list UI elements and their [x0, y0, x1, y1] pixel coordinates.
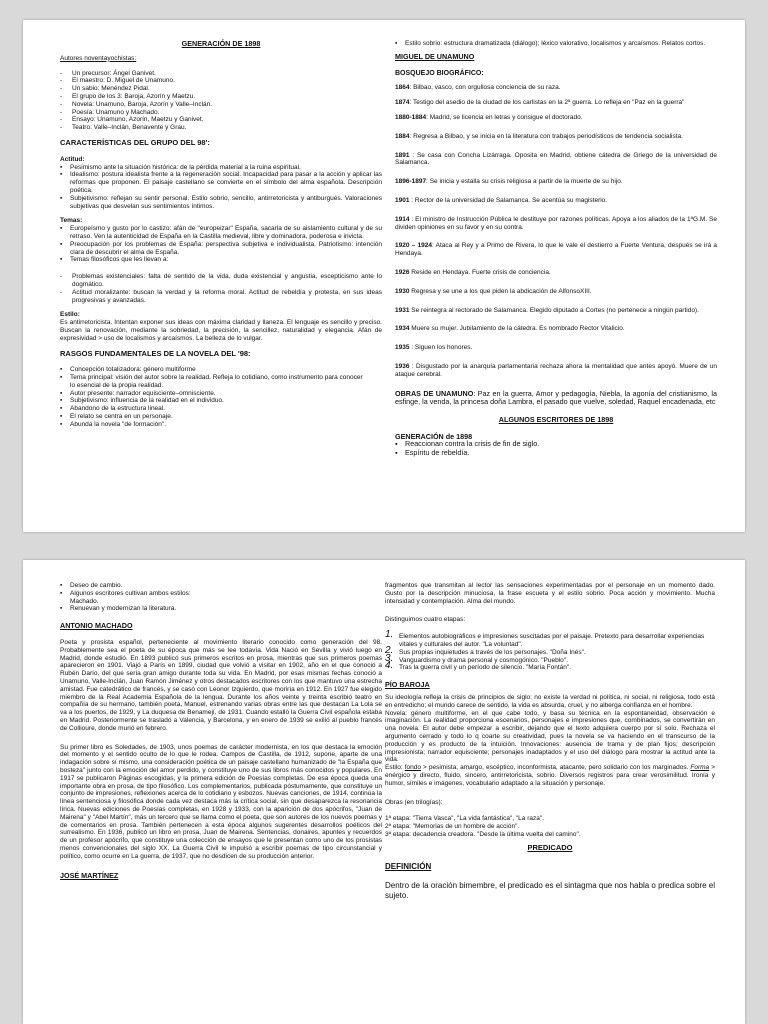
- bio-year: 1880-1884: [395, 113, 427, 121]
- bio-entry: [395, 114, 717, 122]
- list-item: ▪ Temas filosóficos que les llevan a:: [60, 256, 382, 264]
- list-item: ▪ Pesimismo ante la situación histórica: de la pérdida material a la ruina espiritual.: [60, 164, 382, 172]
- list-item: ▪ Renuevan y modernizan la literatura.: [60, 605, 382, 613]
- bio-entry: [395, 288, 717, 296]
- list-item: ▪ Tema principal: visión del autor sobre la realidad. Refleja lo cotidiano, como instrumento para conocer: [60, 374, 382, 382]
- list-item: ▪ Europeísmo y gusto por lo castizo: afán de "europeizar" España, sacarla de su aislamiento cultural y de su retraso. Ven la autenticidad de España en la Castilla medieval, libre y dominadora, poderosa e invicta.: [60, 225, 382, 241]
- list-item: ▪ El relato se centra en un personaje.: [60, 413, 382, 421]
- stage-text: Vanguardismo y drama personal y cosmogónico. "Pueblo".: [399, 656, 568, 664]
- unamuno-title: MIGUEL DE UNAMUNO: [395, 51, 475, 61]
- baroja-paragraph-2: Novela: género multiforme, en el que cabe todo, y basa su técnica en la espontaneidad, observación e imaginación. La realidad proporciona escenarios, personajes e impresiones que, combinados, se convertirán en una novela. El autor debe empezar a escribir, dejando que el texto adquiera cuerpo por sí solo. Rechaza el argumento cerrado y todo lo q coarte su creatividad, pues la novela se va haciendo en el transcurso de la producción y es producto de la intuición. Innovaciones: ausencia de trama y de plan fijos; descripción impresionista; narrador equisciente; personajes inadaptados y el uso del diálogo para mostrar la actitud ante la vida.: [385, 709, 715, 764]
- predicado-title: PREDICADO: [527, 842, 573, 852]
- bio-text: : Regresa a Bilbao, y se inicia en la literatura con trabajos periodísticos de tendencia socialista.: [409, 132, 683, 140]
- authors-list: [60, 70, 382, 132]
- list-item: - Problemas existenciales: falta de sentido de la vida, duda existencial y angustia, escepticismo ante lo dogmático.: [60, 273, 382, 289]
- works-paragraph: [395, 390, 717, 407]
- martinez-title: JOSÉ MARTÍNEZ: [60, 870, 119, 880]
- stage-text: Elementos autobiográficos e impresiones suscitadas por el paisaje. Pretexto para desarrollar experiencias vitales y culturales del autor. "La voluntad".: [399, 633, 705, 648]
- list-item: ▪ Espíritu de rebeldía.: [395, 449, 717, 458]
- stages-intro: Distinguimos cuatro etapas:: [385, 616, 466, 624]
- bio-year: 1864: [395, 84, 410, 92]
- list-item: ▪ Subjetivismo: influencia de la realidad en el individuo.: [60, 397, 382, 405]
- bio-text: : Testigo del asedio de la ciudad de los carlistas en la 2ª guerra. Lo refleja en "Paz en la guerra": [409, 99, 685, 107]
- bio-text: : Se inicia y estalla su crisis religiosa a partir de la muerte de su hijo.: [426, 178, 623, 186]
- themes-dash-list: [60, 273, 382, 304]
- bio-text: : Se casa con Concha Lizárraga. Oposita en Madrid, obtiene cátedra de Griego de la universidad de Salamanca.: [395, 151, 717, 167]
- document-page-2: [23, 560, 745, 1024]
- stage-number: 1.: [385, 629, 394, 641]
- features-heading: CARACTERÍSTICAS DEL GRUPO DEL 98':: [60, 137, 210, 147]
- page2-right-column: [385, 582, 715, 901]
- bio-year: 1914: [395, 215, 410, 223]
- machado-paragraph-2: Su primer libro es Soledades, de 1903, unos poemas de carácter modernista, en los que destaca la emoción del momento y el sentido oculto de lo que le rodea. Campos de Castilla, de 1912, supone, aparte de una indagación sobre sí mismo, una consideración poética de un paisaje castellano humanizado de "la España que bosteza" junto con la emoción del amor perdido, y constituye uno de sus libros más conocidos y populares. En 1917 se publicaron Páginas escogidas, y la primera edición de Poesías completas. De esa época queda una importante obra en prosa, de tipo filosófico. Los complementarios, publicada póstumamente, que constituye un conjunto de impresiones, reflexiones acerca de lo cotidiano y esbozos. Nuevas canciones, de 1914, continúa la línea sentenciosa y filosófica donde cada vez destaca más la crítica social, sin que desaparezca la resonancia lírica. Nuevas ediciones de Poesías completas, en 1928 y 1933, con la aparición de dos apócrifos, "Juan de Mairena" y "Abel Martín", más un tercero que se llama como el poeta, que son autores de los nuevos poemas y de comentarios en prosa. También pertenecen a esta época algunos sugerentes desarrollos poéticos del surrealismo. En 1936, publicó un libro en prosa, Juan de Mairena. Sentencias, donaires, apuntes y recuerdos de un profesor apócrifo, que constituye una colección de ensayos que le presentan como uno de los prosistas menos convencionales del siglo XX. La Guerra Civil le impulsó a escribir poemas de tipo circunstancial y político, como ocurre en La guerra, de 1937, que no desdicen de su producción anterior.: [60, 743, 382, 860]
- stage-item: [385, 644, 715, 657]
- themes-heading: Temas:: [60, 217, 83, 225]
- style-item-list: [395, 40, 717, 48]
- list-item: - El maestro: D. Miguel de Unamuno.: [60, 77, 382, 85]
- style-text: Es antirretoricista. Intentan exponer sus ideas con máxima claridad y llaneza. El lenguaje es sencillo y preciso. Buscan la renovación, mediante la sobriedad, la precisión, la sencillez, naturalidad y elegancia. Afán de expresividad > uso de localismos y arcaísmos. La belleza de lo vulgar.: [60, 319, 382, 342]
- list-item: ▪ Concepción totalizadora: género multiforme: [60, 366, 382, 374]
- bio-year: 1896-1897: [395, 178, 427, 186]
- authors-heading: Autores noventayochistas:: [60, 54, 137, 62]
- machado-title: ANTONIO MACHADO: [60, 621, 133, 631]
- writers-title: ALGUNOS ESCRITORES DE 1898: [498, 414, 614, 424]
- bio-text: Regresa y se une a los que piden la abdicación de AlfonsoXIII.: [409, 287, 592, 295]
- baroja-works-list: [385, 815, 715, 838]
- bio-year: 1920 – 1924: [395, 242, 432, 250]
- gen-list: [395, 440, 717, 457]
- bio-year: 1934: [395, 325, 410, 333]
- bio-year: 1930: [395, 287, 410, 295]
- bio-entry: [395, 363, 717, 379]
- machado-paragraph-1: Poeta y prosista español, perteneciente al movimiento literario conocido como generación del 98. Probablemente sea el poeta de su época que más se lee todavía. Vida Nació en Sevilla y vivió luego en Madrid, donde estudió. En 1893 publicó sus primeros escritos en prosa, mientras que sus primeros poemas aparecieron en 1901. Viajó a París en 1899, ciudad que volvió a visitar en 1902, año en el que conoció a Rubén Darío, del que sería gran amigo durante toda su vida. En Madrid, por esas mismas fechas conoció a Unamuno, Valle-Inclán, Juan Ramón Jiménez y otros destacados escritores con los que mantuvo una estrecha amistad. Fue catedrático de francés, y se casó con Leonor Izquierdo, que moriría en 1912. En 1927 fue elegido miembro de la Real Academia Española de la lengua. Durante los años veinte y treinta escribió teatro en compañía de su hermano, también poeta, Manuel, estrenando varias obras entre las que destacan La Lola se va a los puertos, de 1929, y La duquesa de Benamejí, de 1931. Cuando estalló la Guerra Civil española estaba en Madrid. Posteriormente se trasladó a Valencia, y Barcelona, y en enero de 1939 se exilió al pueblo francés de Collioure, donde murió en febrero.: [60, 638, 382, 732]
- list-item: ▪ Reaccionan contra la crisis de fin de siglo.: [395, 440, 717, 449]
- stage-item: [385, 629, 715, 649]
- bio-entry: [395, 216, 717, 232]
- list-item: ▪ Subjetivismo: reflejan su sentir personal. Estilo sobrio, sencillo, antirretoricista y antiburgués. Valoraciones subjetivas que desvelan sus sentimientos íntimos.: [60, 195, 382, 211]
- works-label: OBRAS DE UNAMUNO: [395, 388, 474, 398]
- bio-year: 1884: [395, 132, 410, 140]
- baroja-style: [385, 764, 715, 787]
- bio-year: 1901: [395, 196, 410, 204]
- bio-year: 1926: [395, 268, 410, 276]
- list-item: 1ª etapa: "Tierra Vasca", "La vida fantástica", "La raza".: [385, 815, 544, 823]
- list-item: - Actitud moralizante: buscan la verdad y la reforma moral. Actitud de rebeldía y protesta, en sus ideas progresivas y avanzadas.: [60, 289, 382, 305]
- list-item: - Poesía: Unamuno y Machado.: [60, 109, 382, 117]
- list-item: 2ª etapa: "Memorias de un hombre de acción".: [385, 823, 520, 831]
- stages-list: [385, 629, 715, 672]
- style-label: Estilo:: [385, 764, 405, 772]
- bio-entry: [395, 152, 717, 168]
- baroja-title: PÍO BAROJA: [385, 680, 430, 690]
- style-text: > enérgico y directo, fluido, sincero, antirretoricista, sobrio. Diversos registros para crear verosimilitud. Ironía y humor, símiles e imágenes, vocabulario adaptado a la situación y personaje.: [385, 764, 715, 787]
- definicion-title: DEFINICIÓN: [385, 861, 432, 871]
- bio-entry: [395, 325, 717, 333]
- bio-year: 1936: [395, 362, 410, 370]
- bio-text: Muere su mujer. Jubilamiento de la cátedra. Es nombrado Rector Vitalicio.: [409, 325, 625, 333]
- page1-left-column: [60, 40, 382, 429]
- stage-text: Tras la guerra civil y un período de silencio. "María Fontán".: [399, 664, 572, 672]
- bio-text: Se reintegra al rectorado de Salamanca. Elegido diputado a Cortes (no pertenece a ningún partido).: [409, 306, 699, 314]
- bio-year: 1935: [395, 344, 410, 352]
- bio-entry: [395, 269, 717, 277]
- stage-number: 4.: [385, 660, 394, 672]
- bio-text: : El ministro de Instrucción Pública le destituye por razones políticas. Apoya a los aliados de la 1ªG.M. Se dividen opiniones en su favor y en su contra.: [395, 215, 717, 231]
- list-item: ▪ Algunos escritores cultivan ambos estilos:: [60, 590, 382, 598]
- list-item: ▪ Abunda la novela "de formación".: [60, 421, 382, 429]
- attitude-heading: Actitud:: [60, 155, 85, 163]
- themes-list: [60, 225, 382, 264]
- bio-year: 1931: [395, 306, 410, 314]
- list-item: ▪ Autor presente: narrador equisciente–omnisciente.: [60, 390, 382, 398]
- bio-year: 1891: [395, 151, 410, 159]
- bio-entry: [395, 242, 717, 258]
- bio-text: : Disgustado por la anarquía parlamentaria rechaza ahora la mentalidad que antes apoyó. Muere de un ataque cerebral.: [395, 362, 717, 378]
- style-forma: Forma: [690, 764, 710, 772]
- bio-list: [395, 84, 717, 378]
- list-item: - Ensayo: Unamuno, Azorín, Maetzu y Ganivet.: [60, 116, 382, 124]
- stage-number: 3.: [385, 652, 394, 664]
- bio-text: : Madrid, se licencia en letras y consigue el doctorado.: [426, 113, 583, 121]
- novel-list: [60, 366, 382, 428]
- p2-items-list: [60, 582, 382, 613]
- bio-entry: [395, 133, 717, 141]
- bio-entry: [395, 307, 717, 315]
- bio-entry: [395, 197, 717, 205]
- bio-entry: [395, 344, 717, 352]
- list-item: - Novela: Unamuno, Baroja, Azorín y Valle–Inclán.: [60, 101, 382, 109]
- bio-text: Reside en Hendaya. Fuerte crisis de conciencia.: [409, 268, 551, 276]
- works-intro: Obras (en trilogías):: [385, 798, 443, 806]
- list-item-continuation: lo esencial de la propia realidad.: [70, 381, 164, 389]
- baroja-paragraph-1: Su ideología refleja la crisis de principios de siglo: no existe la verdad ni política, ni social, ni religiosa, todo está en entredicho; el mundo carece de sentido, la vida es absurda, cruel, y no alberga confianza en el hombre.: [385, 693, 715, 709]
- bio-text: : Siguen los honores.: [409, 344, 473, 352]
- works-text: : Paz en la guerra, Amor y pedagogía, Niebla, la agonía del cristianismo, la esfinge, la venda, la princesa doña Lambra, el pasado que vuelve, soledad, Raquel encadenada, etc: [395, 388, 718, 407]
- list-item: - Un precursor: Ángel Ganivet.: [60, 70, 382, 78]
- list-item: ▪ Preocupación por los problemas de España: perspectiva subjetiva e individualista. Patriotismo: intención clara de descubrir el alma de España.: [60, 241, 382, 257]
- page2-left-column: [60, 582, 382, 879]
- list-item: - Teatro: Valle–Inclán, Benavente y Grau.: [60, 124, 382, 132]
- attitude-list: [60, 164, 382, 211]
- list-item: ▪ Abandono de la estructura lineal.: [60, 405, 382, 413]
- bio-text: : Rector de la universidad de Salamanca. Se acentúa su magisterio.: [409, 196, 608, 204]
- stage-text: Sus propias inquietudes a través de los personajes. "Doña Inés".: [399, 648, 586, 656]
- list-item: - El grupo de los 3: Baroja, Azorín y Maetzu.: [60, 93, 382, 101]
- page1-right-column: [395, 40, 717, 458]
- list-item: - Un sabio: Menéndez Pidal.: [60, 85, 382, 93]
- bio-text: : Ataca al Rey y a Primo de Rivera, lo que le vale el destierro a Fuerte Ventura, después se irá a Hendaya.: [395, 242, 717, 258]
- bio-entry: [395, 84, 717, 92]
- novel-heading: RASGOS FUNDAMENTALES DE LA NOVELA DEL '98:: [60, 348, 251, 358]
- list-item: ▪ Idealismo: postura idealista frente a la regeneración social. Incapacidad para pasar a la acción y aplicar las reformas que proponen. El paisaje castellano se convierte en el símbolo del alma española. Descripción poética.: [60, 171, 382, 194]
- gen-heading: GENERACIÓN de 1898: [395, 431, 473, 441]
- bio-text: : Bilbao, vasco, con orgullosa conciencia de su raza.: [409, 84, 561, 92]
- definicion-text: Dentro de la oración bimembre, el predicado es el sintagma que nos habla o predica sobre el sujeto.: [385, 881, 715, 901]
- bio-year: 1874: [395, 99, 410, 107]
- style-heading: Estilo:: [60, 311, 80, 319]
- list-item: ▪ Deseo de cambio.: [60, 582, 382, 590]
- document-page-1: [23, 20, 745, 532]
- azorin-intro: fragmentos que transmitan al lector las sensaciones experimentadas por el personaje en un momento dado. Gusto por la descripción minuciosa, la frase escueta y el estilo sobrio. Poca acción y movimiento. Mucha intensidad y contemplación. Alma del mundo.: [385, 582, 715, 605]
- list-item-continuation: Machado.: [70, 597, 99, 605]
- page1-title: GENERACIÓN DE 1898: [181, 39, 261, 48]
- stage-number: 2.: [385, 644, 394, 656]
- style-fondo: fondo: [404, 764, 422, 772]
- list-item: 3ª etapa: decadencia creadora. "Desde la última vuelta del camino".: [385, 830, 581, 838]
- bio-heading: BOSQUEJO BIOGRÁFICO:: [395, 69, 484, 77]
- bio-entry: [395, 99, 717, 107]
- bio-entry: [395, 178, 717, 186]
- list-item: ▪ Estilo sobrio: estructura dramatizada (diálogo); léxico valorativo, localismos y arcaísmos. Relatos cortos.: [395, 40, 717, 48]
- style-text: > pesimista, amargo, escéptico, inconformista, atacante, pero solidario con los marginados.: [421, 764, 691, 772]
